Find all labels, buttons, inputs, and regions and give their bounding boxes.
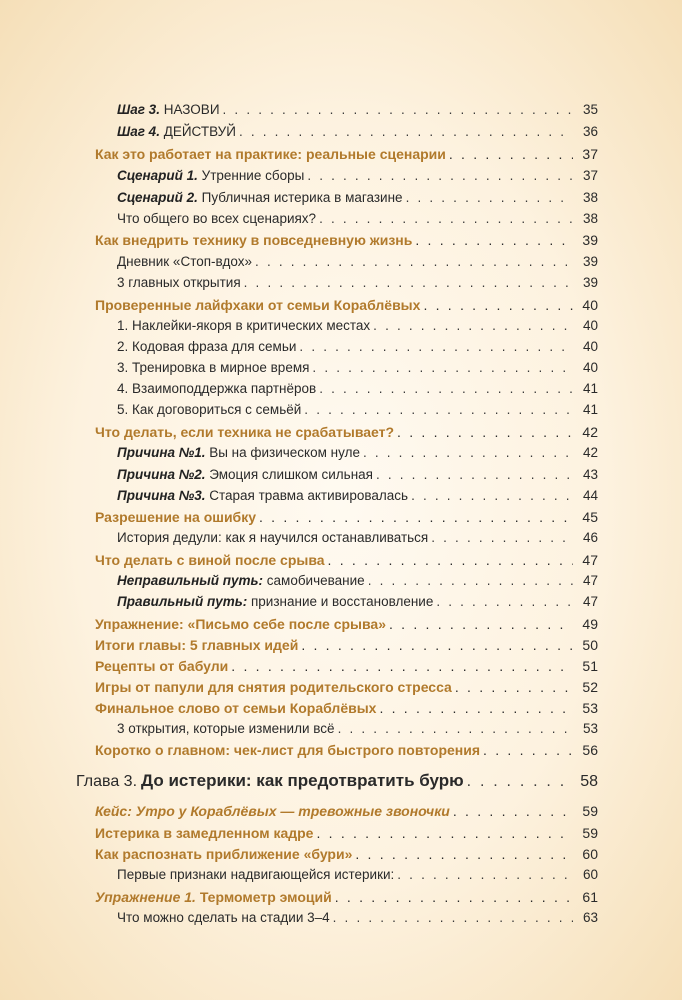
toc-entry-text: Что можно сделать на стадии 3–4 <box>117 910 330 925</box>
page-number: 45 <box>582 509 598 525</box>
dot-leader <box>411 487 573 505</box>
dot-leader <box>467 773 573 791</box>
toc-entry[interactable] <box>117 123 598 141</box>
page-number: 35 <box>582 102 598 117</box>
page-number: 42 <box>582 445 598 460</box>
page-number: 36 <box>582 124 598 139</box>
toc-entry-text: 3. Тренировка в мирное время <box>117 360 310 375</box>
toc-entry-title <box>117 401 301 419</box>
toc-entry[interactable] <box>95 145 598 163</box>
chapter-title: До истерики: как предотвратить бурю <box>141 771 464 790</box>
page-number: 52 <box>582 679 598 695</box>
toc-entry-title <box>95 845 352 863</box>
dot-leader <box>301 636 573 654</box>
toc-entry[interactable] <box>117 338 598 356</box>
toc-entry-text: Утренние сборы <box>197 168 305 183</box>
dot-leader <box>373 317 573 335</box>
toc-entry[interactable] <box>117 487 598 505</box>
toc-entry-text: Первые признаки надвигающейся истерики: <box>117 867 395 882</box>
toc-entry-text: Публичная истерика в магазине <box>197 190 403 205</box>
toc-entry[interactable] <box>117 274 598 292</box>
page-number: 38 <box>582 190 598 205</box>
toc-entry-title <box>117 487 408 505</box>
dot-leader <box>259 508 573 526</box>
toc-entry-prefix: Причина №2. <box>117 467 206 482</box>
dot-leader <box>376 466 573 484</box>
toc-entry-text: признание и восстановление <box>247 594 434 609</box>
toc-entry[interactable] <box>95 296 598 314</box>
toc-entry-title <box>95 551 325 569</box>
toc-entry-title <box>117 210 316 228</box>
toc-entry[interactable] <box>117 210 598 228</box>
dot-leader <box>406 189 573 207</box>
dot-leader <box>239 123 573 141</box>
page-number: 39 <box>582 275 598 290</box>
page-number: 49 <box>582 616 598 632</box>
toc-entry-title <box>76 772 464 791</box>
toc-entry[interactable] <box>95 615 598 633</box>
toc-entry-title <box>95 636 298 654</box>
page-number: 40 <box>582 297 598 313</box>
toc-entry-prefix: Правильный путь: <box>117 594 248 609</box>
toc-entry-text: 5. Как договориться с семьёй <box>117 402 302 417</box>
dot-leader <box>431 529 573 547</box>
toc-entry-title <box>117 253 252 271</box>
toc-entry-prefix: Шаг 4. <box>117 124 160 139</box>
dot-leader <box>335 888 573 906</box>
toc-entry-text: Истерика в замедленном кадре <box>95 825 314 841</box>
page-number: 46 <box>582 530 598 545</box>
dot-leader <box>319 380 573 398</box>
toc-entry-prefix: Шаг 3. <box>117 102 160 117</box>
toc-entry-prefix: Сценарий 2. <box>117 190 198 205</box>
page-number: 44 <box>582 488 598 503</box>
toc-entry[interactable] <box>95 741 598 759</box>
toc-entry[interactable] <box>95 551 598 569</box>
toc-entry-title <box>117 274 241 292</box>
page-number: 53 <box>582 700 598 716</box>
toc-entry-text: Рецепты от бабули <box>95 658 229 674</box>
toc-entry-text: ДЕЙСТВУЙ <box>159 124 236 139</box>
dot-leader <box>453 802 573 820</box>
toc-entry-title <box>117 101 220 119</box>
toc-entry-title <box>95 699 376 717</box>
toc-entry-prefix: Причина №1. <box>117 445 206 460</box>
dot-leader <box>231 657 573 675</box>
toc-entry[interactable] <box>95 802 598 820</box>
toc-entry[interactable] <box>117 359 598 377</box>
dot-leader <box>223 101 573 119</box>
toc-entry-title <box>117 529 428 547</box>
page-number: 43 <box>582 467 598 482</box>
toc-entry[interactable] <box>117 317 598 335</box>
toc-entry[interactable] <box>95 657 598 675</box>
dot-leader <box>316 824 573 842</box>
dot-leader <box>415 231 573 249</box>
dot-leader <box>455 678 573 696</box>
page-number: 38 <box>582 211 598 226</box>
toc-entry-title <box>117 317 370 335</box>
toc-entry-text: Как это работает на практике: реальные сценарии <box>95 146 446 162</box>
toc-entry-text: 3 открытия, которые изменили всё <box>117 721 335 736</box>
toc-entry-title <box>117 593 433 611</box>
toc-entry[interactable] <box>117 101 598 119</box>
dot-leader <box>304 401 573 419</box>
dot-leader <box>307 167 573 185</box>
toc-entry-text: 2. Кодовая фраза для семьи <box>117 339 297 354</box>
toc-entry-title <box>95 145 446 163</box>
toc-entry-text: Коротко о главном: чек-лист для быстрого повторения <box>95 742 481 758</box>
toc-entry[interactable] <box>95 423 598 441</box>
page-number: 41 <box>582 402 598 417</box>
toc-entry-title <box>117 123 236 141</box>
page-number: 51 <box>582 658 598 674</box>
page-number: 39 <box>582 232 598 248</box>
toc-entry-text: самобичевание <box>263 573 365 588</box>
toc-entry[interactable] <box>95 636 598 654</box>
dot-leader <box>389 615 573 633</box>
page-number: 50 <box>582 637 598 653</box>
toc-entry-prefix: Неправильный путь: <box>117 573 264 588</box>
toc-entry[interactable] <box>117 593 598 611</box>
toc-entry-text: 4. Взаимоподдержка партнёров <box>117 381 317 396</box>
page-number: 47 <box>582 594 598 609</box>
toc-entry-text: Эмоция слишком сильная <box>205 467 373 482</box>
chapter-number: Глава 3. <box>76 773 138 790</box>
toc-entry-title <box>117 866 394 884</box>
toc-entry-title <box>117 720 335 738</box>
toc-entry[interactable] <box>117 720 598 738</box>
toc-entry-text: Как распознать приближение «бури» <box>95 846 353 862</box>
toc-entry-text: Дневник «Стоп-вдох» <box>117 254 253 269</box>
page-number: 59 <box>582 803 598 819</box>
page-number: 60 <box>582 846 598 862</box>
toc-entry-text: Что делать, если техника не срабатывает? <box>95 424 395 440</box>
toc-entry[interactable] <box>117 189 598 207</box>
page-number: 59 <box>582 825 598 841</box>
toc-entry-text: Что делать с виной после срыва <box>95 552 325 568</box>
toc-entry[interactable] <box>76 772 598 791</box>
toc-entry[interactable] <box>117 466 598 484</box>
toc-entry-text: Проверенные лайфхаки от семьи Кораблёвых <box>95 297 421 313</box>
toc-entry-title <box>117 189 403 207</box>
dot-leader <box>328 551 573 569</box>
page-number: 37 <box>582 168 598 183</box>
dot-leader <box>423 296 573 314</box>
page-number: 40 <box>582 360 598 375</box>
toc-entry-text: Кейс: Утро у Кораблёвых — тревожные звоночки <box>95 803 450 819</box>
toc-entry[interactable] <box>117 167 598 185</box>
toc-entry-title <box>117 909 330 927</box>
toc-entry[interactable] <box>95 678 598 696</box>
toc-entry[interactable] <box>95 699 598 717</box>
page-number: 42 <box>582 424 598 440</box>
dot-leader <box>363 444 573 462</box>
toc-entry-title <box>117 359 309 377</box>
page-number: 41 <box>582 381 598 396</box>
toc-entry[interactable] <box>117 866 598 884</box>
dot-leader <box>319 210 573 228</box>
toc-entry-title <box>95 615 386 633</box>
toc-entry-text: Игры от папули для снятия родительского стресса <box>95 679 452 695</box>
toc-entry-title <box>95 231 412 249</box>
page-number: 39 <box>582 254 598 269</box>
toc-entry-title <box>117 167 304 185</box>
toc-entry-text: Вы на физическом нуле <box>205 445 360 460</box>
toc-entry-title <box>117 444 360 462</box>
toc-entry-title <box>117 338 296 356</box>
toc-entry-title <box>117 466 373 484</box>
dot-leader <box>355 845 573 863</box>
page-number: 53 <box>582 721 598 736</box>
toc-entry[interactable] <box>95 231 598 249</box>
toc-entry[interactable] <box>117 401 598 419</box>
toc-entry-title <box>117 380 316 398</box>
toc-entry-text: НАЗОВИ <box>159 102 220 117</box>
toc-entry-text: История дедули: как я научился останавливаться <box>117 530 429 545</box>
toc-entry-title <box>95 678 452 696</box>
toc-entry[interactable] <box>117 380 598 398</box>
toc-entry[interactable] <box>117 253 598 271</box>
toc-entry-title <box>95 888 332 906</box>
toc-entry-title <box>95 802 450 820</box>
toc-entry-title <box>117 572 365 590</box>
dot-leader <box>255 253 573 271</box>
dot-leader <box>333 909 573 927</box>
toc-entry[interactable] <box>95 888 598 906</box>
toc-entry-text: Финальное слово от семьи Кораблёвых <box>95 700 377 716</box>
page-number: 47 <box>582 552 598 568</box>
toc-entry-title <box>95 296 420 314</box>
page-number: 60 <box>582 867 598 882</box>
page-number: 47 <box>582 573 598 588</box>
toc-entry-title <box>95 824 313 842</box>
toc-entry[interactable] <box>95 845 598 863</box>
dot-leader <box>368 572 573 590</box>
dot-leader <box>299 338 573 356</box>
page-number: 40 <box>582 318 598 333</box>
toc-entry-text: 1. Наклейки-якоря в критических местах <box>117 318 371 333</box>
toc-entry-text: Итоги главы: 5 главных идей <box>95 637 299 653</box>
toc-entry[interactable] <box>117 909 598 927</box>
toc-entry-text: 3 главных открытия <box>117 275 241 290</box>
dot-leader <box>449 145 573 163</box>
toc-entry-prefix: Сценарий 1. <box>117 168 198 183</box>
toc-entry[interactable] <box>117 444 598 462</box>
toc-entry-text: Упражнение: «Письмо себе после срыва» <box>95 616 386 632</box>
toc-entry[interactable] <box>117 572 598 590</box>
page-number: 37 <box>582 146 598 162</box>
toc-entry[interactable] <box>95 508 598 526</box>
toc-entry-title <box>95 423 394 441</box>
dot-leader <box>436 593 573 611</box>
toc-entry-text: Как внедрить технику в повседневную жизнь <box>95 232 413 248</box>
page-number: 40 <box>582 339 598 354</box>
page-number: 63 <box>582 910 598 925</box>
dot-leader <box>397 866 573 884</box>
toc-entry-prefix: Причина №3. <box>117 488 206 503</box>
toc-entry-title <box>95 741 480 759</box>
toc-entry-text: Старая травма активировалась <box>205 488 409 503</box>
toc-entry-prefix: Упражнение 1. <box>95 889 196 905</box>
dot-leader <box>483 741 573 759</box>
dot-leader <box>379 699 573 717</box>
toc-entry[interactable] <box>117 529 598 547</box>
toc-entry-text: Что общего во всех сценариях? <box>117 211 317 226</box>
toc-entry-title <box>95 508 256 526</box>
toc-entry-text: Разрешение на ошибку <box>95 509 256 525</box>
dot-leader <box>312 359 573 377</box>
toc-entry-text: Термометр эмоций <box>195 889 332 905</box>
toc-entry-title <box>95 657 228 675</box>
dot-leader <box>244 274 573 292</box>
dot-leader <box>338 720 573 738</box>
dot-leader <box>397 423 573 441</box>
toc-entry[interactable] <box>95 824 598 842</box>
page-number: 61 <box>582 889 598 905</box>
page-number: 58 <box>580 773 598 790</box>
page-number: 56 <box>582 742 598 758</box>
